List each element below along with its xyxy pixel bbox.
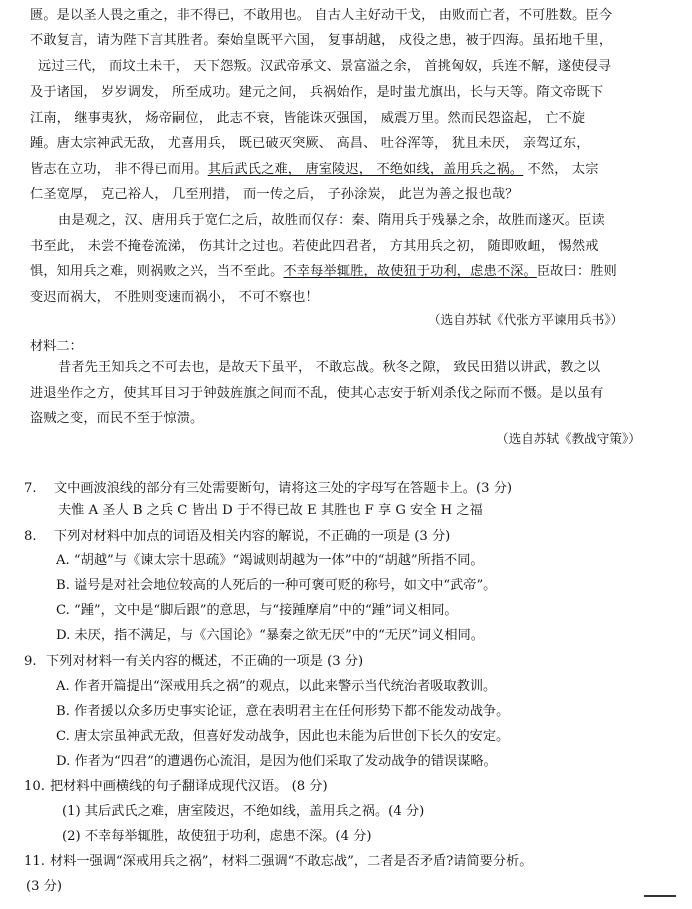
- passage-line: 进退坐作之方，使其耳目习于钟鼓旌旗之间而不乱，使其心志安于斩刈杀伐之际而不慑。是以虽有: [30, 386, 604, 401]
- underlined-sentence-1: 其后武氏之难， 唐室陵迟， 不绝如线，盖用兵之祸。: [207, 162, 524, 177]
- text-segment: 惧，知用兵之难，则祸败之兴，当不至此。: [30, 264, 284, 279]
- passage-line: 仁圣宽厚， 克己裕人， 几至刑措， 而一传之后， 子孙涂炭， 此岂为善之报也哉？: [30, 187, 519, 202]
- question-number: 10.: [24, 779, 45, 794]
- underlined-sentence-2: 不幸每举辄胜，故使狃于功利，虑患不深。: [283, 264, 537, 279]
- passage-line: 由是观之，汉、唐用兵于宽仁之后，故胜而仅存：秦、隋用兵于残暴之余，故胜而遂灭。臣读: [58, 213, 605, 228]
- passage-line: 踵。唐太宗神武无敌， 尤喜用兵， 既已破灭突厥、 高昌、 吐谷浑等， 犹且未厌， 亲驾辽东，: [30, 136, 590, 151]
- source-citation: （选自苏轼《代张方平谏用兵书》）: [428, 312, 624, 327]
- passage-line: [30, 162, 599, 178]
- passage-line: 书至此， 未尝不掩卷流涕， 伤其计之过也。若使此四君者， 方其用兵之初， 随即败衄， 惕然戒: [30, 239, 599, 254]
- question-number: 9.: [24, 654, 37, 669]
- page-edge-mark: [644, 895, 676, 897]
- passage-line: 及于诸国， 岁岁调发， 所至成功。建元之间， 兵祸始作，是时蚩尤旗出，长与天等。隋文帝既下: [30, 85, 604, 100]
- question-number: 11.: [24, 854, 45, 869]
- question-text: 文中画波浪线的部分有三处需要断句，请将这三处的字母写在答题卡上。(3 分): [54, 481, 513, 496]
- sub-question-1: (1) 其后武氏之难，唐室陵迟，不绝如线，盖用兵之祸。(4 分): [62, 804, 425, 819]
- option-c: C. 唐太宗虽神武无敌，但喜好发动战争，因此也未能为后世创下长久的安定。: [56, 729, 510, 744]
- option-a: A. 作者开篇提出“深戒用兵之祸”的观点，以此来警示当代统治者吸取教训。: [56, 679, 497, 694]
- text-segment: 不然， 太宗: [523, 162, 599, 177]
- question-points: (3 分): [26, 879, 63, 894]
- option-a: A. “胡越”与《谏太宗十思疏》“竭诚则胡越为一体”中的“胡越”所指不同。: [56, 553, 484, 568]
- question-line: 夫惟 A 圣人 B 之兵 C 皆出 D 于不得已故 E 其胜也 F 享 G 安全 H 之福: [58, 503, 483, 518]
- passage-line: [30, 264, 617, 280]
- sub-question-2: (2) 不幸每举辄胜，故使狃于功利，虑患不深。(4 分): [62, 829, 372, 844]
- question-text: 下列对材料中加点的词语及相关内容的解说，不正确的一项是 (3 分): [54, 529, 451, 544]
- question-10: [24, 779, 328, 795]
- option-b: B. 作者援以众多历史事实论证，意在表明君主在任何形势下都不能发动战争。: [56, 704, 510, 719]
- passage-line: 匮。是以圣人畏之重之，非不得已，不敢用也。 自古人主好动干戈， 由败而亡者，不可胜数。臣今: [30, 8, 613, 23]
- question-text: 下列对材料一有关内容的概述，不正确的一项是 (3 分): [46, 654, 364, 669]
- option-d: D. 作者为“四君”的遭遇伤心流泪，是因为他们采取了发动战争的错误谋略。: [56, 754, 497, 769]
- source-citation: （选自苏轼《教战守策》）: [496, 431, 641, 446]
- question-number: 8.: [24, 529, 37, 544]
- option-d: D. 未厌，指不满足，与《六国论》“暴秦之欲无厌”中的“无厌”词义相同。: [56, 628, 484, 643]
- material-heading: 材料二：: [30, 339, 83, 354]
- question-11: [24, 854, 532, 870]
- text-segment: 臣故曰：胜则: [536, 264, 617, 279]
- question-7: [24, 481, 512, 497]
- passage-line: 江南， 继事夷狄， 炀帝嗣位， 此志不衰，皆能诛灭强国， 威震万里。然而民怨盗起， 亡不旋: [30, 111, 586, 126]
- option-b: B. 谥号是对社会地位较高的人死后的一种可褒可贬的称号，如文中“武帝”。: [56, 578, 497, 593]
- question-text: 材料一强调“深戒用兵之祸”，材料二强调“不敢忘战”，二者是否矛盾?请简要分析。: [50, 854, 533, 869]
- passage-line: 远过三代， 而坟土未干， 天下怨叛。汉武帝承文、景富溢之余， 首挑匈奴，兵连不解，遂使侵寻: [38, 59, 612, 74]
- question-text: 把材料中画横线的句子翻译成现代汉语。 (8 分): [50, 779, 328, 794]
- question-number: 7.: [24, 481, 37, 496]
- question-9: [24, 654, 363, 670]
- passage-line: 昔者先王知兵之不可去也，是故天下虽平， 不敢忘战。秋冬之隙， 致民田猎以讲武，教之以: [58, 360, 601, 375]
- question-8: [24, 529, 450, 545]
- passage-line: 不敢复言，请为陛下言其胜者。秦始皇既平六国， 复事胡越， 戍役之患，被于四海。虽拓地千里，: [30, 33, 613, 48]
- text-segment: 皆志在立功， 非不得已而用。: [30, 162, 208, 177]
- passage-line: 变迟而祸大， 不胜则变速而祸小， 不可不察也！: [30, 290, 319, 305]
- option-c: C. “踵”，文中是“脚后跟”的意思，与“接踵摩肩”中的“踵”词义相同。: [56, 603, 458, 618]
- passage-line: 盗贼之变，而民不至于惊溃。: [30, 411, 204, 426]
